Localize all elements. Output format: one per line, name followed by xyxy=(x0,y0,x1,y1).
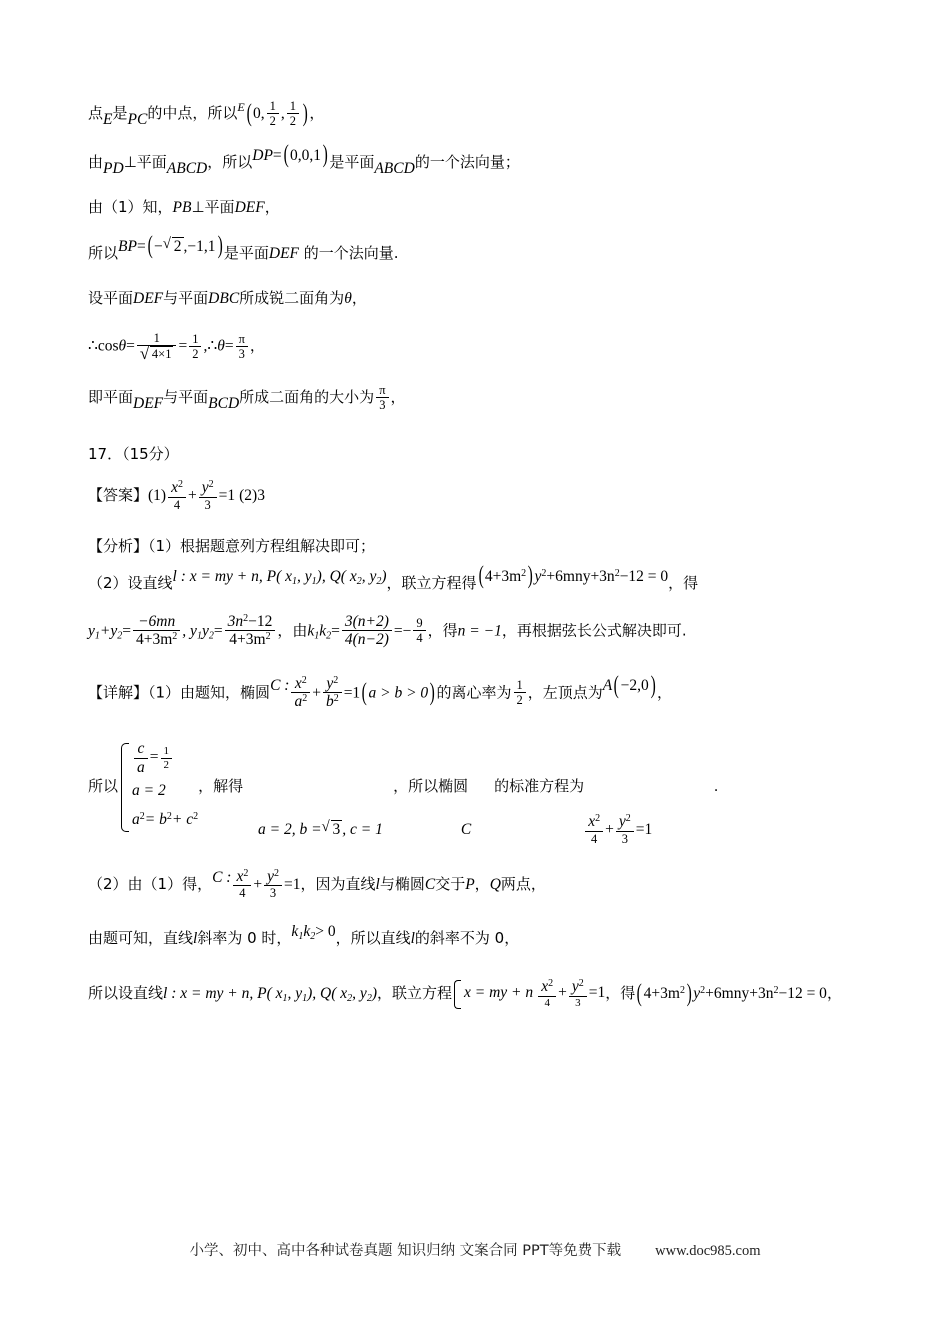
math-C-symbol: C xyxy=(460,821,472,839)
math-DP: DP xyxy=(252,147,273,164)
fraction-y2-3b: $\frac{y^2}{3}$ xyxy=(616,813,634,845)
fraction-nine-fourths: $\frac{9}{4}$ xyxy=(413,616,425,645)
equation-system-2: x = my + n $\frac{x2}{4}$ + $\frac{y2}{3}$ =1 xyxy=(452,979,605,1010)
math-BP: BP xyxy=(118,237,137,255)
text-line-cos-theta: ∴cosθ= 1 √ 4×1 = $\frac{1}{2}$ ,∴θ= $\frac{\pi}{3}$ ， xyxy=(88,332,862,362)
fraction-x2-a2: $\frac{x^2}{a^2}$ xyxy=(291,675,310,711)
text-line-point-E-midpoint: 点E是PC的中点，所以$^E$( 0, $\frac{1}{2}$ , $\frac{1}{2}$ ) ， xyxy=(88,99,325,129)
math-point-A: A xyxy=(602,677,613,695)
detail-line-2: （2）由（1）得，C : $\frac{x^2}{4}$ + $\frac{y^2}{3}$ =1，因为直线l与椭圆C交于P，Q两点， xyxy=(88,867,546,901)
math-DBC: DBC xyxy=(208,289,240,307)
fraction-y2-b2: $\frac{y^2}{b^2}$ xyxy=(323,675,342,711)
text: 的中点，所以 xyxy=(147,104,238,123)
detail-label: 【详解】 xyxy=(88,683,149,702)
answer-block: 【答案】(1) $\frac{x^2}{4}$ + $\frac{y^2}{3}$ =1 (2)3 xyxy=(88,479,265,512)
detail-system-line: 所以 $\frac{c}{a}$ = $\frac{1}{2}$ a = 2 $a^2= b^2+ c^2$ ，解得 ，所以椭圆 的标准方程为 . xyxy=(88,741,862,834)
analysis-label: 【分析】 xyxy=(88,536,149,555)
math-line-l-def-2: l : x = my + n, P( $x_1$, $y_1$), Q( $x_2$, $y_2$) xyxy=(163,985,377,1005)
footer-text: 小学、初中、高中各种试卷真题 知识归纳 文案合同 PPT等免费下载 xyxy=(189,1243,622,1259)
answer-label: 【答案】 xyxy=(88,486,149,505)
fraction-x2-4: $\frac{x^2}{4}$ xyxy=(168,479,186,511)
math-coord-x: 0, xyxy=(253,105,265,123)
math-BCD: BCD xyxy=(208,395,240,413)
math-DEF: DEF xyxy=(234,199,265,217)
fraction-x2-4c: $\frac{x^2}{4}$ xyxy=(233,868,251,900)
text-line-PB-perp-DEF: 由（1）知，PB⊥平面DEF， xyxy=(88,198,280,217)
fraction-prod-roots: $\frac{3n^2-12}{4+3m^2}$ xyxy=(225,613,276,649)
fraction-y2-3: $\frac{y^2}{3}$ xyxy=(199,479,217,511)
math-E: E xyxy=(103,111,113,129)
fraction-pi-over-3b: $\frac{\pi}{3}$ xyxy=(376,383,388,412)
math-ellipse-C: C : xyxy=(270,677,290,695)
fraction-half-3: $\frac{1}{2}$ xyxy=(189,332,201,361)
text-line-dihedral-setup: 设平面DEF与平面DBC所成锐二面角为θ， xyxy=(88,288,367,307)
footer-url: www.doc985.com xyxy=(655,1243,761,1259)
math-line-l-def: l : x = my + n, P( $x_1$, $y_1$), Q( $x_2$, $y_2$) xyxy=(172,567,387,587)
math-k1k2-positive: $k_1k_2> 0$ xyxy=(291,923,336,943)
math-quadratic-2: ( $4+3m^2$) $y^2+6mny+3n^2-12 = 0$ xyxy=(636,979,827,1007)
fraction-eccentricity: $\frac{1}{2}$ xyxy=(514,678,526,707)
math-a-b-c-values: a = 2, b = xyxy=(258,821,322,839)
page-footer xyxy=(0,1239,950,1260)
text-line-PD-perp: 由PD⊥平面ABCD，所以DP=( 0,0,1) 是平面ABCD的一个法向量； xyxy=(88,141,520,177)
math-vector-DP: 0,0,1 xyxy=(290,147,321,164)
text: 是 xyxy=(112,104,128,123)
math-ABCD: ABCD xyxy=(166,160,208,177)
fraction-y2-3c: $\frac{y^2}{3}$ xyxy=(264,868,282,900)
text-line-conclusion-dihedral: 即平面DEF与平面BCD所成二面角的大小为 $\frac{\pi}{3}$ ， xyxy=(88,383,406,413)
fraction-k1k2: $\frac{3(n+2)}{4(n-2)}$ xyxy=(342,613,392,649)
detail-line-1: 【详解】（1）由题知，椭圆C : $\frac{x^2}{a^2}$ + $\frac{y^2}{b^2}$ =1( a > b > 0) 的离心率为 $\frac{1}{2}$ ，左顶点为A( −2,0) ， xyxy=(88,671,673,711)
fraction-half-2: $\frac{1}{2}$ xyxy=(287,99,299,128)
math-PD: PD xyxy=(103,160,124,177)
analysis-line-2: （2）设直线l : x = my + n, P( $x_1$, $y_1$), Q( $x_2$, $y_2$)，联立方程得( $4+3m^2$) $y^2+6mny+3n^2-12 = 0$，得 xyxy=(88,562,699,592)
fraction-half-1: $\frac{1}{2}$ xyxy=(267,99,279,128)
math-PC: PC xyxy=(127,111,148,129)
text: 点 xyxy=(88,104,104,123)
text-line-BP-normal: 所以BP=( − √ 2 ,−1,1) 是平面DEF 的一个法向量. xyxy=(88,242,862,265)
fraction-pi-over-3: $\frac{\pi}{3}$ xyxy=(236,332,248,361)
fraction-cos: 1 √ 4×1 xyxy=(137,331,177,361)
fraction-sum-roots: $\frac{-6mn}{4+3m^2}$ xyxy=(133,613,180,649)
math-sqrt2: 2 xyxy=(173,237,182,255)
question-17-label: 17．（15分） xyxy=(88,445,179,464)
detail-line-4: 所以设直线l : x = my + n, P( $x_1$, $y_1$), Q( $x_2$, $y_2$)，联立方程 x = my + n $\frac{x2}{4}$ + $\frac{y2}{3}$ =1，得( $4+3m^2$) $y^2+6mny+3n^2-12 = 0$， xyxy=(88,978,842,1009)
analysis-line-1: 【分析】（1）根据题意列方程组解决即可； xyxy=(88,536,376,555)
fraction-x2-4b: $\frac{x^2}{4}$ xyxy=(585,813,603,845)
math-theta: θ xyxy=(344,289,352,307)
math-quadratic-1: ( $4+3m^2$) $y^2+6mny+3n^2-12 = 0$ xyxy=(478,562,669,590)
math-PB: PB xyxy=(172,199,192,217)
analysis-line-3: $y_1+y_2=$ $\frac{-6mn}{4+3m^2}$ , $y_1y_2=$ $\frac{3n^2-12}{4+3m^2}$ ，由$k_1k_2=$ $\frac{3(n+2)}{4(n-2)}$ =− $\frac{9}{4}$ ，得n = −1，再根据弦长公式解决即可. xyxy=(88,612,687,649)
equation-system-1: $\frac{c}{a}$ = $\frac{1}{2}$ a = 2 $a^2= b^2+ c^2$ xyxy=(118,741,198,834)
detail-solution-values: a = 2, b = √ 3 , c = 1 C $\frac{x^2}{4}$ + $\frac{y^2}{3}$ =1 xyxy=(88,814,862,846)
detail-line-3: 由题可知，直线l斜率为 0 时，$k_1k_2> 0$，所以直线l的斜率不为 0， xyxy=(88,923,520,948)
math-E2: E xyxy=(237,100,245,115)
